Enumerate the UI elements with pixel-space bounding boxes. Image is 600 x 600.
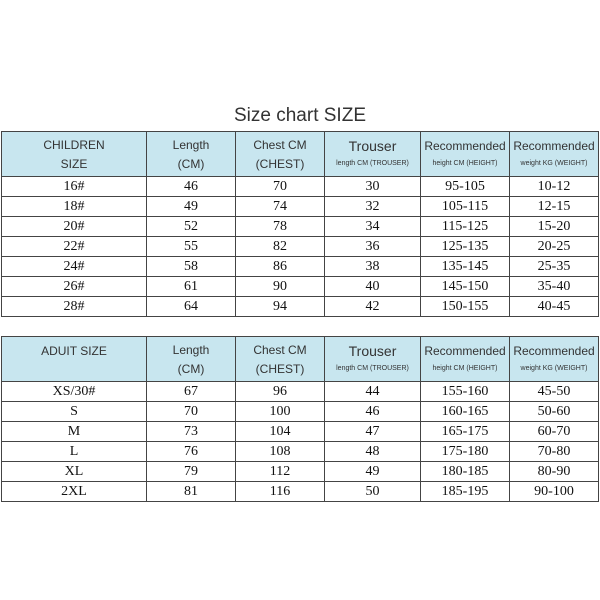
header-line: height CM (HEIGHT) (432, 365, 498, 372)
cell-height-range: 185-195 (421, 482, 510, 502)
cell-chest: 70 (236, 177, 325, 197)
cell-length: 64 (147, 297, 236, 317)
cell-chest: 100 (236, 402, 325, 422)
table-row (2, 257, 599, 277)
header-line: Recommended (424, 139, 506, 153)
cell-length: 81 (147, 482, 236, 502)
children-height-header (421, 132, 510, 177)
table-row (2, 402, 599, 422)
cell-size: 24# (2, 257, 147, 277)
cell-trouser-length: 38 (325, 257, 421, 277)
header-line: Length (172, 343, 210, 357)
header-line: Recommended (513, 139, 595, 153)
cell-length: 58 (147, 257, 236, 277)
cell-size: M (2, 422, 147, 442)
cell-height-range: 160-165 (421, 402, 510, 422)
children-size-header (2, 132, 147, 177)
table-row (2, 277, 599, 297)
cell-length: 73 (147, 422, 236, 442)
table-row (2, 382, 599, 402)
cell-weight-range: 20-25 (510, 237, 599, 257)
adult-length-header (147, 337, 236, 382)
cell-trouser-length: 40 (325, 277, 421, 297)
adult-size-header (2, 337, 147, 382)
header-line: Recommended (424, 344, 506, 358)
cell-height-range: 95-105 (421, 177, 510, 197)
table-row (2, 442, 599, 462)
cell-size: L (2, 442, 147, 462)
children-chest-header (236, 132, 325, 177)
cell-chest: 86 (236, 257, 325, 277)
cell-length: 61 (147, 277, 236, 297)
children-table-body (2, 177, 599, 317)
cell-length: 70 (147, 402, 236, 422)
cell-chest: 82 (236, 237, 325, 257)
cell-trouser-length: 36 (325, 237, 421, 257)
cell-length: 79 (147, 462, 236, 482)
header-line: Trouser (348, 343, 397, 359)
cell-length: 49 (147, 197, 236, 217)
adult-size-table (1, 336, 599, 502)
cell-trouser-length: 50 (325, 482, 421, 502)
table-row (2, 197, 599, 217)
cell-trouser-length: 46 (325, 402, 421, 422)
header-line: CHILDREN (43, 138, 105, 152)
header-line: Chest CM (253, 343, 307, 357)
cell-size: 20# (2, 217, 147, 237)
cell-trouser-length: 32 (325, 197, 421, 217)
header-line: Length (172, 138, 210, 152)
table-row (2, 482, 599, 502)
cell-chest: 112 (236, 462, 325, 482)
cell-length: 46 (147, 177, 236, 197)
cell-size: 2XL (2, 482, 147, 502)
header-line: (CM) (177, 362, 205, 376)
adult-header-row (2, 337, 599, 382)
cell-height-range: 135-145 (421, 257, 510, 277)
cell-chest: 104 (236, 422, 325, 442)
header-line: weight KG (WEIGHT) (520, 365, 588, 372)
cell-length: 55 (147, 237, 236, 257)
cell-height-range: 105-115 (421, 197, 510, 217)
cell-size: 22# (2, 237, 147, 257)
cell-length: 76 (147, 442, 236, 462)
cell-chest: 116 (236, 482, 325, 502)
cell-chest: 90 (236, 277, 325, 297)
cell-weight-range: 45-50 (510, 382, 599, 402)
cell-size: 28# (2, 297, 147, 317)
cell-height-range: 175-180 (421, 442, 510, 462)
cell-trouser-length: 44 (325, 382, 421, 402)
cell-height-range: 155-160 (421, 382, 510, 402)
header-line: Trouser (348, 138, 397, 154)
adult-chest-header (236, 337, 325, 382)
adult-trouser-header (325, 337, 421, 382)
cell-size: XL (2, 462, 147, 482)
header-line: (CHEST) (255, 362, 305, 376)
cell-weight-range: 80-90 (510, 462, 599, 482)
header-line: SIZE (60, 157, 88, 171)
cell-size: 18# (2, 197, 147, 217)
cell-chest: 96 (236, 382, 325, 402)
adult-table-body (2, 382, 599, 502)
cell-chest: 94 (236, 297, 325, 317)
children-size-table (1, 131, 599, 317)
table-row (2, 297, 599, 317)
cell-height-range: 145-150 (421, 277, 510, 297)
cell-size: 26# (2, 277, 147, 297)
table-row (2, 237, 599, 257)
table-gap (0, 317, 600, 336)
header-line: weight KG (WEIGHT) (520, 160, 588, 167)
cell-height-range: 180-185 (421, 462, 510, 482)
cell-chest: 78 (236, 217, 325, 237)
header-line: ADUIT SIZE (41, 344, 107, 358)
cell-weight-range: 35-40 (510, 277, 599, 297)
cell-size: 16# (2, 177, 147, 197)
children-length-header (147, 132, 236, 177)
header-line: length CM (TROUSER) (336, 160, 409, 167)
cell-trouser-length: 48 (325, 442, 421, 462)
size-chart (0, 101, 600, 502)
table-row (2, 422, 599, 442)
header-line: Recommended (513, 344, 595, 358)
cell-trouser-length: 49 (325, 462, 421, 482)
cell-length: 67 (147, 382, 236, 402)
table-row (2, 177, 599, 197)
cell-trouser-length: 34 (325, 217, 421, 237)
adult-height-header (421, 337, 510, 382)
cell-length: 52 (147, 217, 236, 237)
cell-chest: 108 (236, 442, 325, 462)
chart-title: Size chart SIZE (234, 105, 366, 126)
cell-weight-range: 50-60 (510, 402, 599, 422)
header-line: (CM) (177, 157, 205, 171)
cell-weight-range: 60-70 (510, 422, 599, 442)
cell-weight-range: 70-80 (510, 442, 599, 462)
header-line: (CHEST) (255, 157, 305, 171)
children-weight-header (510, 132, 599, 177)
cell-weight-range: 25-35 (510, 257, 599, 277)
cell-weight-range: 12-15 (510, 197, 599, 217)
cell-trouser-length: 30 (325, 177, 421, 197)
header-line: length CM (TROUSER) (336, 365, 409, 372)
cell-weight-range: 10-12 (510, 177, 599, 197)
cell-height-range: 150-155 (421, 297, 510, 317)
cell-weight-range: 40-45 (510, 297, 599, 317)
cell-chest: 74 (236, 197, 325, 217)
cell-height-range: 165-175 (421, 422, 510, 442)
cell-trouser-length: 47 (325, 422, 421, 442)
children-trouser-header (325, 132, 421, 177)
cell-size: S (2, 402, 147, 422)
cell-weight-range: 90-100 (510, 482, 599, 502)
cell-height-range: 125-135 (421, 237, 510, 257)
cell-weight-range: 15-20 (510, 217, 599, 237)
header-line: Chest CM (253, 138, 307, 152)
cell-trouser-length: 42 (325, 297, 421, 317)
children-header-row (2, 132, 599, 177)
adult-weight-header (510, 337, 599, 382)
cell-height-range: 115-125 (421, 217, 510, 237)
cell-size: XS/30# (2, 382, 147, 402)
table-row (2, 462, 599, 482)
table-row (2, 217, 599, 237)
header-line: height CM (HEIGHT) (432, 160, 498, 167)
